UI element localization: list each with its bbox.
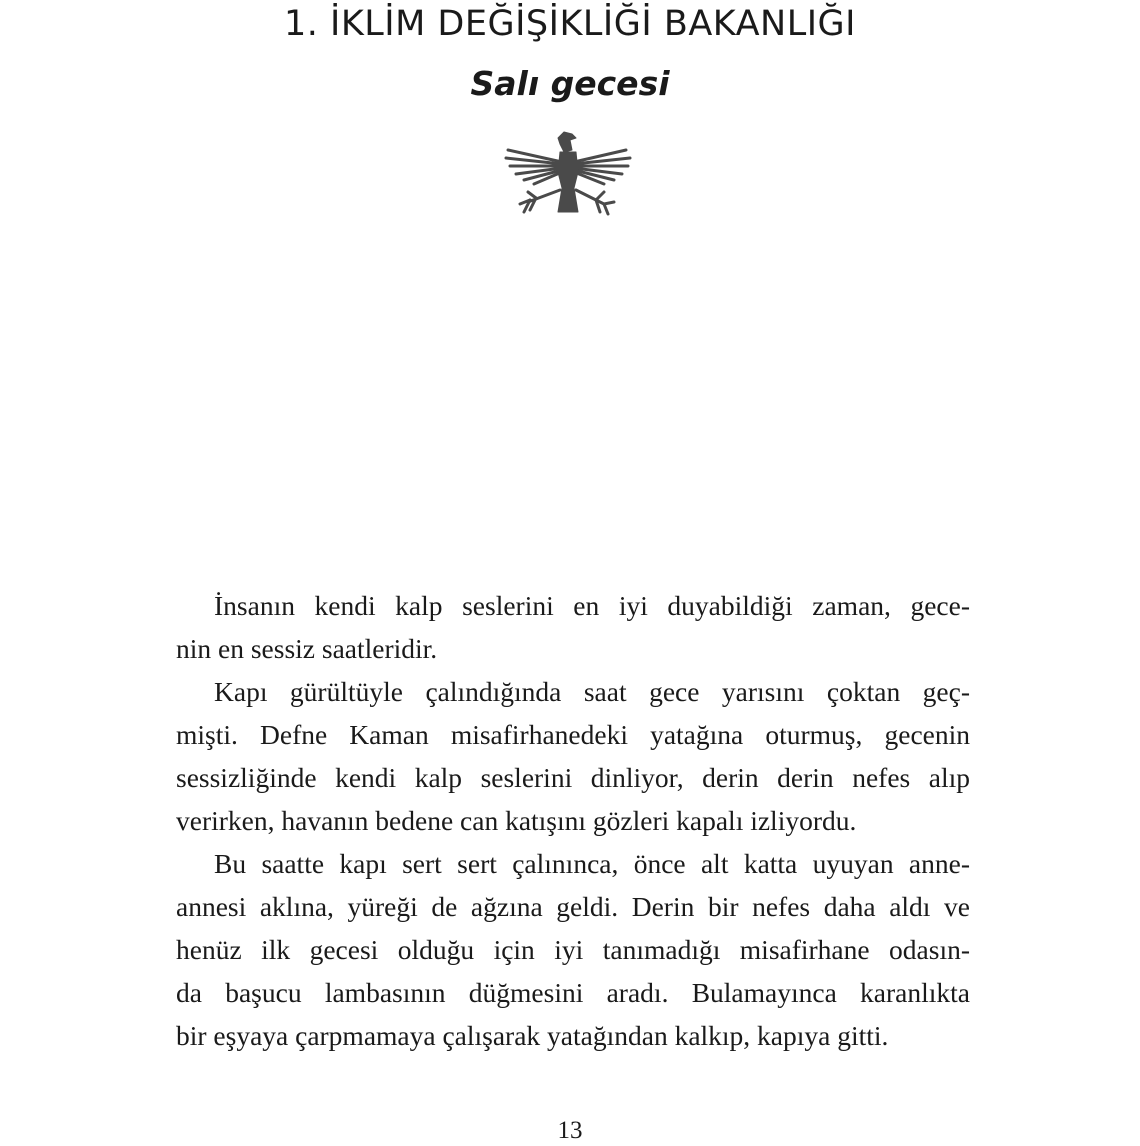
text-line: verirken, havanın bedene can katışını gözleri kapalı izliyordu. [176,805,857,836]
text-line: nin en sessiz saatleridir. [176,633,438,664]
paragraph-2 [176,670,970,842]
text-line: Bu saatte kapı sert sert çalınınca, önce alt katta uyuyan anne- [214,848,970,879]
text-line: mişti. Defne Kaman misafirhanedeki yatağına oturmuş, gecenin [176,719,970,750]
body-text [176,584,970,1057]
text-line: İnsanın kendi kalp seslerini en iyi duyabildiği zaman, gece- [214,590,970,621]
bird-ornament-icon [500,128,636,220]
text-line: sessizliğinde kendi kalp seslerini dinliyor, derin derin nefes alıp [176,762,970,793]
paragraph-3 [176,842,970,1057]
chapter-subtitle: Salı gecesi [470,64,670,103]
text-line: henüz ilk gecesi olduğu için iyi tanımadığı misafirhane odasın- [176,934,970,965]
text-line: annesi aklına, yüreği de ağzına geldi. Derin bir nefes daha aldı ve [176,891,970,922]
text-line: Kapı gürültüyle çalındığında saat gece yarısını çoktan geç- [214,676,970,707]
paragraph-1 [176,584,970,670]
chapter-title: 1. İKLİM DEĞİŞİKLİĞİ BAKANLIĞI [283,4,856,44]
text-line: bir eşyaya çarpmamaya çalışarak yatağından kalkıp, kapıya gitti. [176,1020,889,1051]
page-number: 13 [557,1117,583,1144]
text-line: da başucu lambasının düğmesini aradı. Bulamayınca karanlıkta [176,977,970,1008]
